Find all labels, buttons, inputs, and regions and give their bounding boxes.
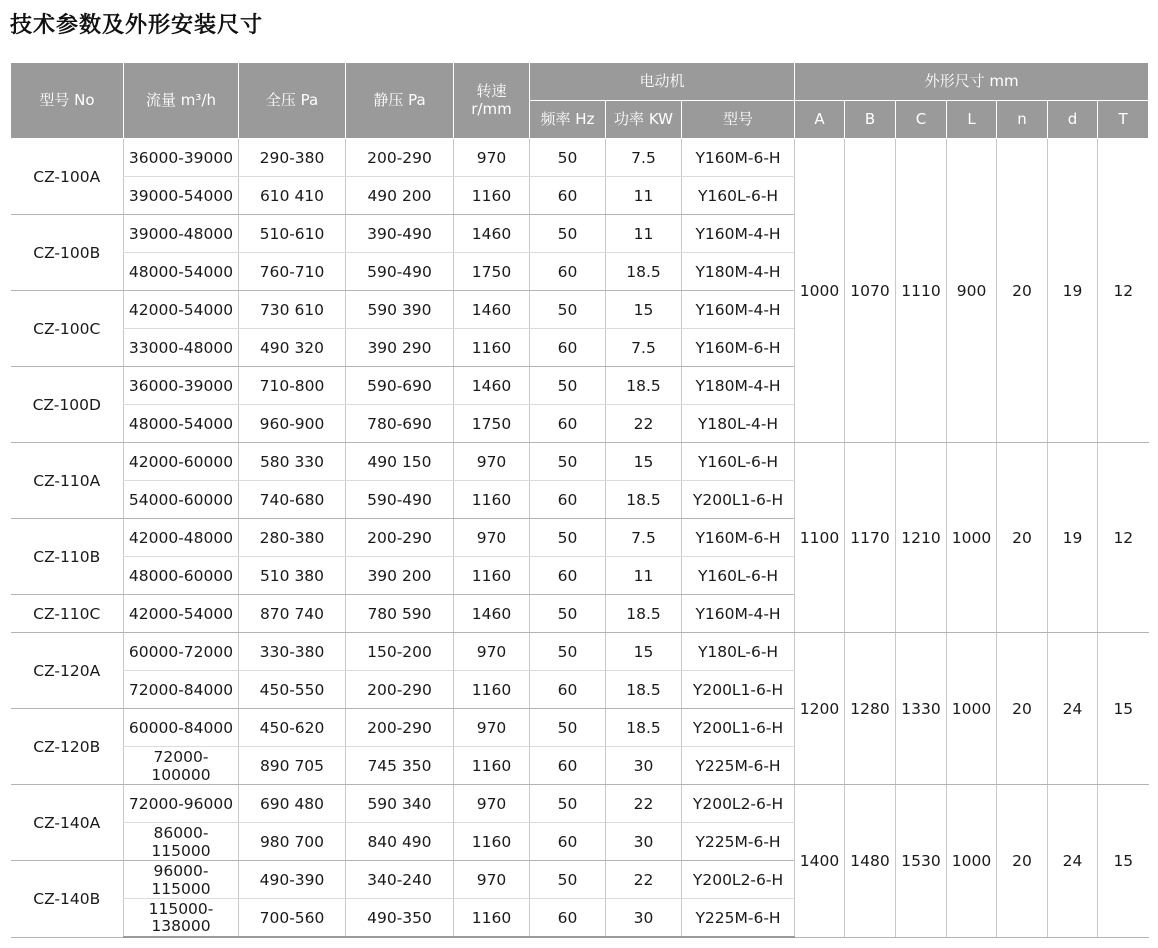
dim-n-cell: 20	[997, 443, 1048, 633]
total-pressure-cell: 490 320	[239, 329, 346, 367]
header-dim-c: C	[896, 101, 947, 139]
total-pressure-cell: 290-380	[239, 139, 346, 177]
frequency-cell: 50	[530, 709, 606, 747]
dim-a-cell: 1100	[795, 443, 845, 633]
dim-t-cell: 15	[1098, 785, 1149, 938]
speed-cell: 970	[454, 633, 530, 671]
static-pressure-cell: 840 490	[346, 823, 454, 861]
power-cell: 18.5	[606, 709, 682, 747]
model-cell: CZ-110A	[11, 443, 124, 519]
frequency-cell: 50	[530, 215, 606, 253]
power-cell: 30	[606, 823, 682, 861]
flow-cell: 54000-60000	[124, 481, 239, 519]
flow-cell: 36000-39000	[124, 367, 239, 405]
dim-d-cell: 24	[1048, 633, 1098, 785]
model-cell: CZ-140B	[11, 861, 124, 938]
power-cell: 15	[606, 291, 682, 329]
motor-model-cell: Y180M-4-H	[682, 367, 795, 405]
static-pressure-cell: 490-350	[346, 899, 454, 938]
dim-b-cell: 1280	[845, 633, 896, 785]
motor-model-cell: Y200L1-6-H	[682, 709, 795, 747]
motor-model-cell: Y225M-6-H	[682, 823, 795, 861]
header-power: 功率 KW	[606, 101, 682, 139]
motor-model-cell: Y160M-4-H	[682, 215, 795, 253]
frequency-cell: 50	[530, 139, 606, 177]
speed-cell: 1160	[454, 747, 530, 785]
frequency-cell: 50	[530, 861, 606, 899]
dim-l-cell: 900	[947, 139, 997, 443]
motor-model-cell: Y200L2-6-H	[682, 861, 795, 899]
total-pressure-cell: 450-550	[239, 671, 346, 709]
static-pressure-cell: 780-690	[346, 405, 454, 443]
flow-cell: 48000-60000	[124, 557, 239, 595]
speed-cell: 970	[454, 443, 530, 481]
static-pressure-cell: 390 290	[346, 329, 454, 367]
motor-model-cell: Y160M-6-H	[682, 519, 795, 557]
static-pressure-cell: 590 340	[346, 785, 454, 823]
motor-model-cell: Y160M-6-H	[682, 329, 795, 367]
static-pressure-cell: 780 590	[346, 595, 454, 633]
motor-model-cell: Y160M-6-H	[682, 139, 795, 177]
motor-model-cell: Y160L-6-H	[682, 557, 795, 595]
motor-model-cell: Y200L1-6-H	[682, 671, 795, 709]
header-dimensions: 外形尺寸 mm	[795, 63, 1149, 101]
header-dim-b: B	[845, 101, 896, 139]
total-pressure-cell: 580 330	[239, 443, 346, 481]
power-cell: 11	[606, 215, 682, 253]
model-cell: CZ-100B	[11, 215, 124, 291]
speed-cell: 1460	[454, 291, 530, 329]
header-speed-line2: r/mm	[471, 99, 512, 118]
total-pressure-cell: 700-560	[239, 899, 346, 938]
motor-model-cell: Y225M-6-H	[682, 899, 795, 938]
dim-t-cell: 12	[1098, 443, 1149, 633]
header-motor: 电动机	[530, 63, 795, 101]
dim-l-cell: 1000	[947, 785, 997, 938]
flow-cell: 48000-54000	[124, 253, 239, 291]
total-pressure-cell: 870 740	[239, 595, 346, 633]
frequency-cell: 60	[530, 557, 606, 595]
total-pressure-cell: 760-710	[239, 253, 346, 291]
dim-b-cell: 1480	[845, 785, 896, 938]
dim-d-cell: 19	[1048, 443, 1098, 633]
static-pressure-cell: 590-690	[346, 367, 454, 405]
header-total-pressure: 全压 Pa	[239, 63, 346, 139]
flow-cell: 36000-39000	[124, 139, 239, 177]
dim-n-cell: 20	[997, 139, 1048, 443]
dim-t-cell: 12	[1098, 139, 1149, 443]
static-pressure-cell: 200-290	[346, 519, 454, 557]
model-cell: CZ-140A	[11, 785, 124, 861]
motor-model-cell: Y160L-6-H	[682, 443, 795, 481]
header-motor-model: 型号	[682, 101, 795, 139]
static-pressure-cell: 390 200	[346, 557, 454, 595]
power-cell: 18.5	[606, 253, 682, 291]
static-pressure-cell: 590 390	[346, 291, 454, 329]
model-cell: CZ-120A	[11, 633, 124, 709]
dim-c-cell: 1330	[896, 633, 947, 785]
flow-cell: 42000-60000	[124, 443, 239, 481]
dim-n-cell: 20	[997, 633, 1048, 785]
dim-a-cell: 1000	[795, 139, 845, 443]
static-pressure-cell: 200-290	[346, 671, 454, 709]
frequency-cell: 50	[530, 785, 606, 823]
total-pressure-cell: 690 480	[239, 785, 346, 823]
flow-cell: 42000-54000	[124, 595, 239, 633]
dim-l-cell: 1000	[947, 633, 997, 785]
header-speed	[454, 63, 530, 139]
total-pressure-cell: 610 410	[239, 177, 346, 215]
frequency-cell: 50	[530, 519, 606, 557]
static-pressure-cell: 150-200	[346, 633, 454, 671]
total-pressure-cell: 510-610	[239, 215, 346, 253]
speed-cell: 1160	[454, 557, 530, 595]
flow-cell: 96000-115000	[124, 861, 239, 899]
power-cell: 11	[606, 557, 682, 595]
header-dim-l: L	[947, 101, 997, 139]
frequency-cell: 60	[530, 329, 606, 367]
motor-model-cell: Y160M-4-H	[682, 291, 795, 329]
total-pressure-cell: 730 610	[239, 291, 346, 329]
header-dim-d: d	[1048, 101, 1098, 139]
dim-t-cell: 15	[1098, 633, 1149, 785]
flow-cell: 42000-54000	[124, 291, 239, 329]
header-dim-t: T	[1098, 101, 1149, 139]
header-model: 型号 No	[11, 63, 124, 139]
header-dim-n: n	[997, 101, 1048, 139]
speed-cell: 1160	[454, 823, 530, 861]
table-row	[11, 443, 1149, 481]
dim-c-cell: 1210	[896, 443, 947, 633]
speed-cell: 970	[454, 785, 530, 823]
flow-cell: 72000-84000	[124, 671, 239, 709]
frequency-cell: 50	[530, 443, 606, 481]
static-pressure-cell: 590-490	[346, 253, 454, 291]
power-cell: 22	[606, 861, 682, 899]
dim-a-cell: 1200	[795, 633, 845, 785]
flow-cell: 72000-96000	[124, 785, 239, 823]
spec-table	[10, 62, 1149, 938]
speed-cell: 1460	[454, 215, 530, 253]
frequency-cell: 60	[530, 253, 606, 291]
table-row	[11, 633, 1149, 671]
speed-cell: 1160	[454, 899, 530, 938]
total-pressure-cell: 330-380	[239, 633, 346, 671]
flow-cell: 42000-48000	[124, 519, 239, 557]
model-cell: CZ-110B	[11, 519, 124, 595]
header-frequency: 频率 Hz	[530, 101, 606, 139]
speed-cell: 1160	[454, 671, 530, 709]
model-cell: CZ-100A	[11, 139, 124, 215]
total-pressure-cell: 710-800	[239, 367, 346, 405]
total-pressure-cell: 980 700	[239, 823, 346, 861]
frequency-cell: 50	[530, 595, 606, 633]
frequency-cell: 60	[530, 405, 606, 443]
power-cell: 18.5	[606, 595, 682, 633]
header-static-pressure: 静压 Pa	[346, 63, 454, 139]
flow-cell: 48000-54000	[124, 405, 239, 443]
dim-a-cell: 1400	[795, 785, 845, 938]
power-cell: 22	[606, 405, 682, 443]
flow-cell: 86000-115000	[124, 823, 239, 861]
speed-cell: 1460	[454, 367, 530, 405]
speed-cell: 1160	[454, 481, 530, 519]
power-cell: 11	[606, 177, 682, 215]
frequency-cell: 60	[530, 177, 606, 215]
frequency-cell: 60	[530, 747, 606, 785]
frequency-cell: 50	[530, 291, 606, 329]
speed-cell: 970	[454, 709, 530, 747]
dim-n-cell: 20	[997, 785, 1048, 938]
frequency-cell: 50	[530, 367, 606, 405]
speed-cell: 970	[454, 519, 530, 557]
header-speed-line1: 转速	[476, 82, 507, 101]
motor-model-cell: Y180L-6-H	[682, 633, 795, 671]
speed-cell: 1160	[454, 177, 530, 215]
motor-model-cell: Y200L1-6-H	[682, 481, 795, 519]
flow-cell: 60000-84000	[124, 709, 239, 747]
power-cell: 7.5	[606, 519, 682, 557]
power-cell: 7.5	[606, 139, 682, 177]
power-cell: 30	[606, 747, 682, 785]
frequency-cell: 50	[530, 633, 606, 671]
motor-model-cell: Y180M-4-H	[682, 253, 795, 291]
header-dim-a: A	[795, 101, 845, 139]
table-row	[11, 785, 1149, 823]
power-cell: 18.5	[606, 367, 682, 405]
dim-c-cell: 1530	[896, 785, 947, 938]
dim-l-cell: 1000	[947, 443, 997, 633]
static-pressure-cell: 200-290	[346, 139, 454, 177]
total-pressure-cell: 960-900	[239, 405, 346, 443]
static-pressure-cell: 590-490	[346, 481, 454, 519]
total-pressure-cell: 890 705	[239, 747, 346, 785]
frequency-cell: 60	[530, 823, 606, 861]
power-cell: 22	[606, 785, 682, 823]
page-title: 技术参数及外形安装尺寸	[10, 13, 264, 38]
speed-cell: 1160	[454, 329, 530, 367]
power-cell: 15	[606, 443, 682, 481]
model-cell: CZ-100D	[11, 367, 124, 443]
flow-cell: 39000-54000	[124, 177, 239, 215]
motor-model-cell: Y160M-4-H	[682, 595, 795, 633]
dim-b-cell: 1070	[845, 139, 896, 443]
static-pressure-cell: 390-490	[346, 215, 454, 253]
header-flow: 流量 m³/h	[124, 63, 239, 139]
spec-table-body	[11, 139, 1149, 938]
flow-cell: 33000-48000	[124, 329, 239, 367]
speed-cell: 1460	[454, 595, 530, 633]
total-pressure-cell: 490-390	[239, 861, 346, 899]
motor-model-cell: Y180L-4-H	[682, 405, 795, 443]
motor-model-cell: Y160L-6-H	[682, 177, 795, 215]
total-pressure-cell: 450-620	[239, 709, 346, 747]
model-cell: CZ-110C	[11, 595, 124, 633]
static-pressure-cell: 200-290	[346, 709, 454, 747]
speed-cell: 1750	[454, 253, 530, 291]
flow-cell: 72000-100000	[124, 747, 239, 785]
flow-cell: 115000- 138000	[124, 899, 239, 938]
dim-d-cell: 24	[1048, 785, 1098, 938]
power-cell: 18.5	[606, 671, 682, 709]
static-pressure-cell: 745 350	[346, 747, 454, 785]
total-pressure-cell: 510 380	[239, 557, 346, 595]
model-cell: CZ-120B	[11, 709, 124, 785]
static-pressure-cell: 340-240	[346, 861, 454, 899]
power-cell: 7.5	[606, 329, 682, 367]
static-pressure-cell: 490 200	[346, 177, 454, 215]
dim-d-cell: 19	[1048, 139, 1098, 443]
power-cell: 30	[606, 899, 682, 938]
power-cell: 18.5	[606, 481, 682, 519]
flow-cell: 39000-48000	[124, 215, 239, 253]
frequency-cell: 60	[530, 481, 606, 519]
model-cell: CZ-100C	[11, 291, 124, 367]
total-pressure-cell: 280-380	[239, 519, 346, 557]
frequency-cell: 60	[530, 899, 606, 938]
table-row	[11, 139, 1149, 177]
dim-c-cell: 1110	[896, 139, 947, 443]
static-pressure-cell: 490 150	[346, 443, 454, 481]
frequency-cell: 60	[530, 671, 606, 709]
flow-cell: 60000-72000	[124, 633, 239, 671]
dim-b-cell: 1170	[845, 443, 896, 633]
power-cell: 15	[606, 633, 682, 671]
motor-model-cell: Y200L2-6-H	[682, 785, 795, 823]
motor-model-cell: Y225M-6-H	[682, 747, 795, 785]
speed-cell: 970	[454, 139, 530, 177]
speed-cell: 970	[454, 861, 530, 899]
total-pressure-cell: 740-680	[239, 481, 346, 519]
speed-cell: 1750	[454, 405, 530, 443]
